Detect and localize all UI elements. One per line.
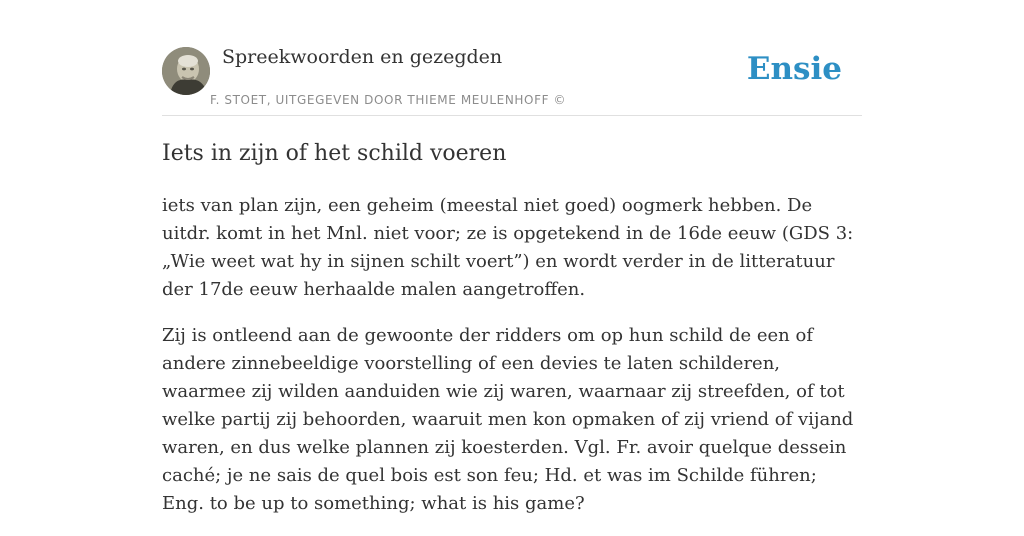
- entry-title: Iets in zijn of het schild voeren: [162, 141, 507, 166]
- entry-paragraph: Zij is ontleend aan de gewoonte der ridders om op hun schild de een of andere zinnebeeldige voorstelling of een devies te laten schilderen, waarmee zij wilden aanduiden wie zij waren, waarnaar zij streefden, of tot welke partij zij behoorden, waaruit men kon opmaken of zij vriend of vijand waren, en dus welke plannen zij koesterden. Vgl. Fr. avoir quelque dessein caché; je ne sais de quel bois est son feu; Hd. et was im Schilde führen; Eng. to be up to something; what is his game?: [162, 325, 854, 514]
- ensie-logo[interactable]: Ensie: [746, 51, 842, 87]
- entry-paragraph: iets van plan zijn, een geheim (meestal niet goed) oogmerk hebben. De uitdr. komt in het Mnl. niet voor; ze is opgetekend in de 16de eeuw (GDS 3: „Wie weet wat hy in sijnen schilt voert”) en wordt verder in de litteratuur der 17de eeuw herhaalde malen aangetroffen.: [162, 195, 854, 300]
- source-header: [162, 0, 862, 116]
- book-title[interactable]: Spreekwoorden en gezegden: [222, 46, 503, 68]
- entry-card: [162, 0, 862, 512]
- author-portrait-icon[interactable]: [162, 47, 210, 95]
- book-subtitle: F. STOET, UITGEGEVEN DOOR THIEME MEULENHOFF ©: [210, 93, 567, 107]
- entry-body: [162, 192, 862, 536]
